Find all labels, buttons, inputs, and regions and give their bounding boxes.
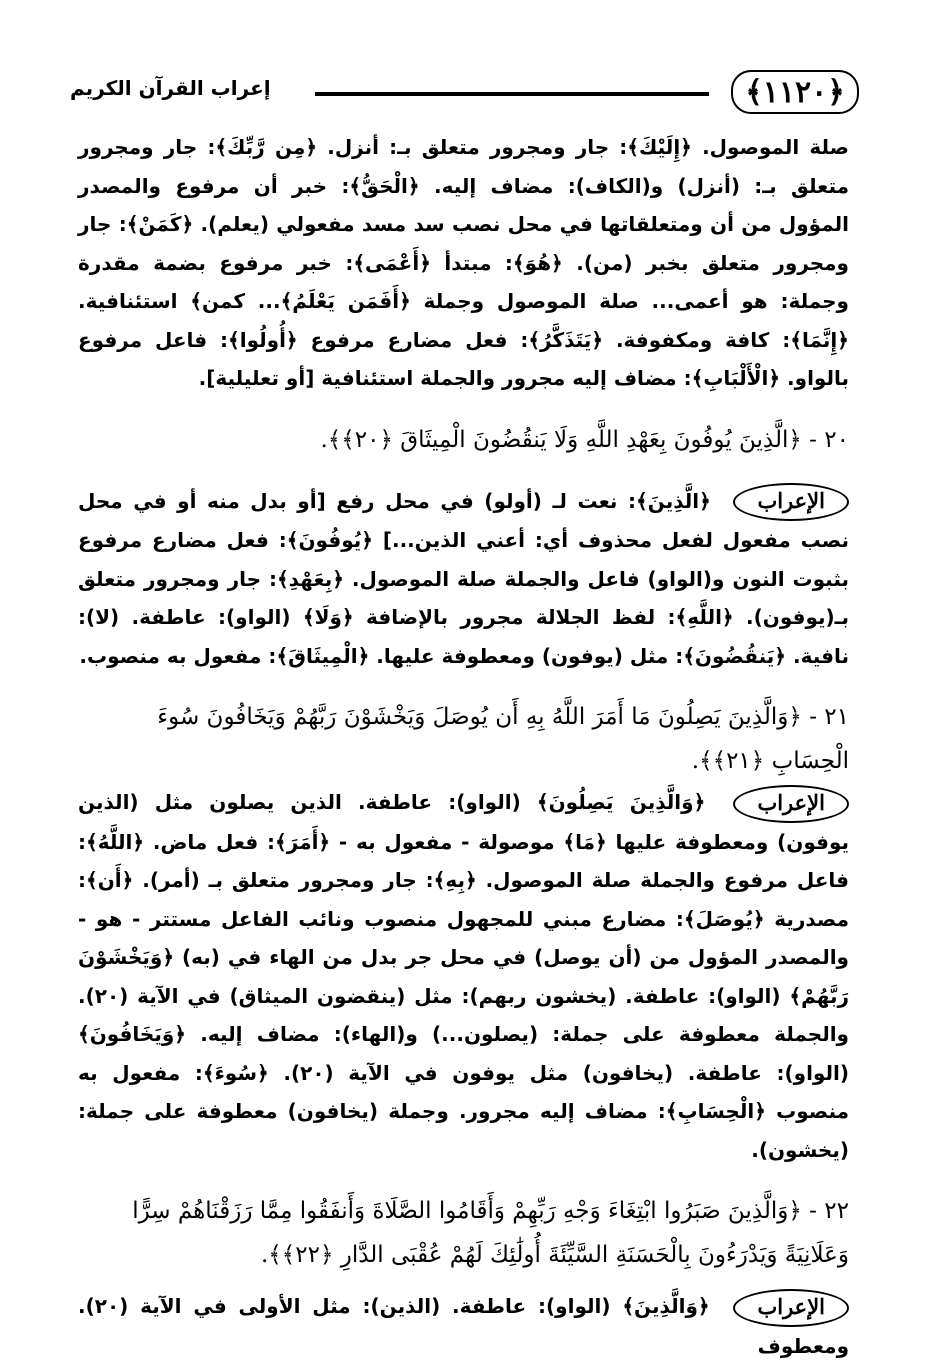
irab-badge: الإعراب [733,483,849,521]
book-title: إعراب القرآن الكريم [70,76,271,100]
irab-22-paragraph [78,1287,849,1365]
irab-22-text: ﴿وَالَّذِينَ﴾ (الواو): عاطفة. (الذين): مثل الأولى في الآية (٢٠). ومعطوف [78,1294,849,1358]
irab-badge: الإعراب [733,1289,849,1327]
header-divider [315,92,709,96]
irab-badge: الإعراب [733,785,849,823]
irab-20-text: ﴿الَّذِينَ﴾: نعت لـ (أولو) في محل رفع [أو بدل منه أو في محل نصب مفعول لفعل محذوف أي: أعني الذين...] ﴿يُوفُونَ﴾: فعل مضارع مرفوع بثبوت النون و(الواو) فاعل والجملة صلة الموصول. ﴿بِعَهْدِ﴾: جار ومجرور متعلق بـ(يوفون). ﴿اللَّهِ﴾: لفظ الجلالة مجرور بالإضافة ﴿وَلَا﴾ (الواو): عاطفة. (لا): نافية. ﴿يَنقُضُونَ﴾: مثل (يوفون) ومعطوفة عليها. ﴿الْمِيثَاقَ﴾: مفعول به منصوب. [78,488,849,668]
irab-21-paragraph [78,783,849,1169]
paragraph-continuation: صلة الموصول. ﴿إِلَيْكَ﴾: جار ومجرور متعلق بـ: أنزل. ﴿مِن رَّبِّكَ﴾: جار ومجرور متعلق بـ: (أنزل) و(الكاف): مضاف إليه. ﴿الْحَقُّ﴾: خبر أن مرفوع والمصدر المؤول من أن ومتعلقاتها في محل نصب سد مسد مفعولي (يعلم). ﴿كَمَنْ﴾: جار ومجرور متعلق بخبر (من). ﴿هُوَ﴾: مبتدأ ﴿أَعْمَى﴾: خبر مرفوع بضمة مقدرة وجملة: هو أعمى... صلة الموصول وجملة ﴿أَفَمَن يَعْلَمُ﴾... كمن﴾ استئنافية. ﴿إِنَّمَا﴾: كافة ومكفوفة. ﴿يَتَذَكَّرُ﴾: فعل مضارع مرفوع ﴿أُولُوا﴾: فاعل مرفوع بالواو. ﴿الْأَلْبَابِ﴾: مضاف إليه مجرور والجملة استئنافية [أو تعليلية]. [78,135,849,390]
page-body [78,128,849,1365]
page-header [70,62,859,118]
ayah-20: ٢٠ - ﴿الَّذِينَ يُوفُونَ بِعَهْدِ اللَّهِ وَلَا يَنقُضُونَ الْمِيثَاقَ ﴿٢٠﴾﴾. [320,426,849,453]
irab-21-text: ﴿وَالَّذِينَ يَصِلُونَ﴾ (الواو): عاطفة. الذين يصلون مثل (الذين يوفون) ومعطوفة عليها ﴿مَا﴾ موصولة - مفعول به - ﴿أَمَرَ﴾: فعل ماض. ﴿اللَّهُ﴾: فاعل مرفوع والجملة صلة الموصول. ﴿بِهِ﴾: جار ومجرور متعلق بـ (أمر). ﴿أَن﴾: مصدرية ﴿يُوصَلَ﴾: مضارع مبني للمجهول منصوب ونائب الفاعل مستتر - هو - والمصدر المؤول من (أن يوصل) في محل جر بدل من الهاء في (به) ﴿وَيَخْشَوْنَ رَبَّهُمْ﴾ (الواو): عاطفة. (يخشون ربهم): مثل (ينقضون الميثاق) في الآية (٢٠). والجملة معطوفة على جملة: (يصلون...) و(الهاء): مضاف إليه. ﴿وَيَخَافُونَ﴾ (الواو): عاطفة. (يخافون) مثل يوفون في الآية (٢٠). ﴿سُوءَ﴾: مفعول به منصوب ﴿الْحِسَابِ﴾: مضاف إليه مجرور. وجملة (يخافون) معطوفة على جملة: (يخشون). [78,790,849,1162]
irab-20-paragraph [78,482,849,676]
page-number: ﴿١١٢٠﴾ [731,70,859,114]
ayah-22: ٢٢ - ﴿وَالَّذِينَ صَبَرُوا ابْتِغَاءَ وَجْهِ رَبِّهِمْ وَأَقَامُوا الصَّلَاةَ وَأَنفَقُوا مِمَّا رَزَقْنَاهُمْ سِرًّا وَعَلَانِيَةً وَيَدْرَءُونَ بِالْحَسَنَةِ السَّيِّئَةَ أُولَٰئِكَ لَهُمْ عُقْبَى الدَّارِ ﴿٢٢﴾﴾. [132,1198,849,1268]
ayah-21: ٢١ - ﴿وَالَّذِينَ يَصِلُونَ مَا أَمَرَ اللَّهُ بِهِ أَن يُوصَلَ وَيَخْشَوْنَ رَبَّهُمْ وَيَخَافُونَ سُوءَ الْحِسَابِ ﴿٢١﴾﴾. [157,704,849,774]
